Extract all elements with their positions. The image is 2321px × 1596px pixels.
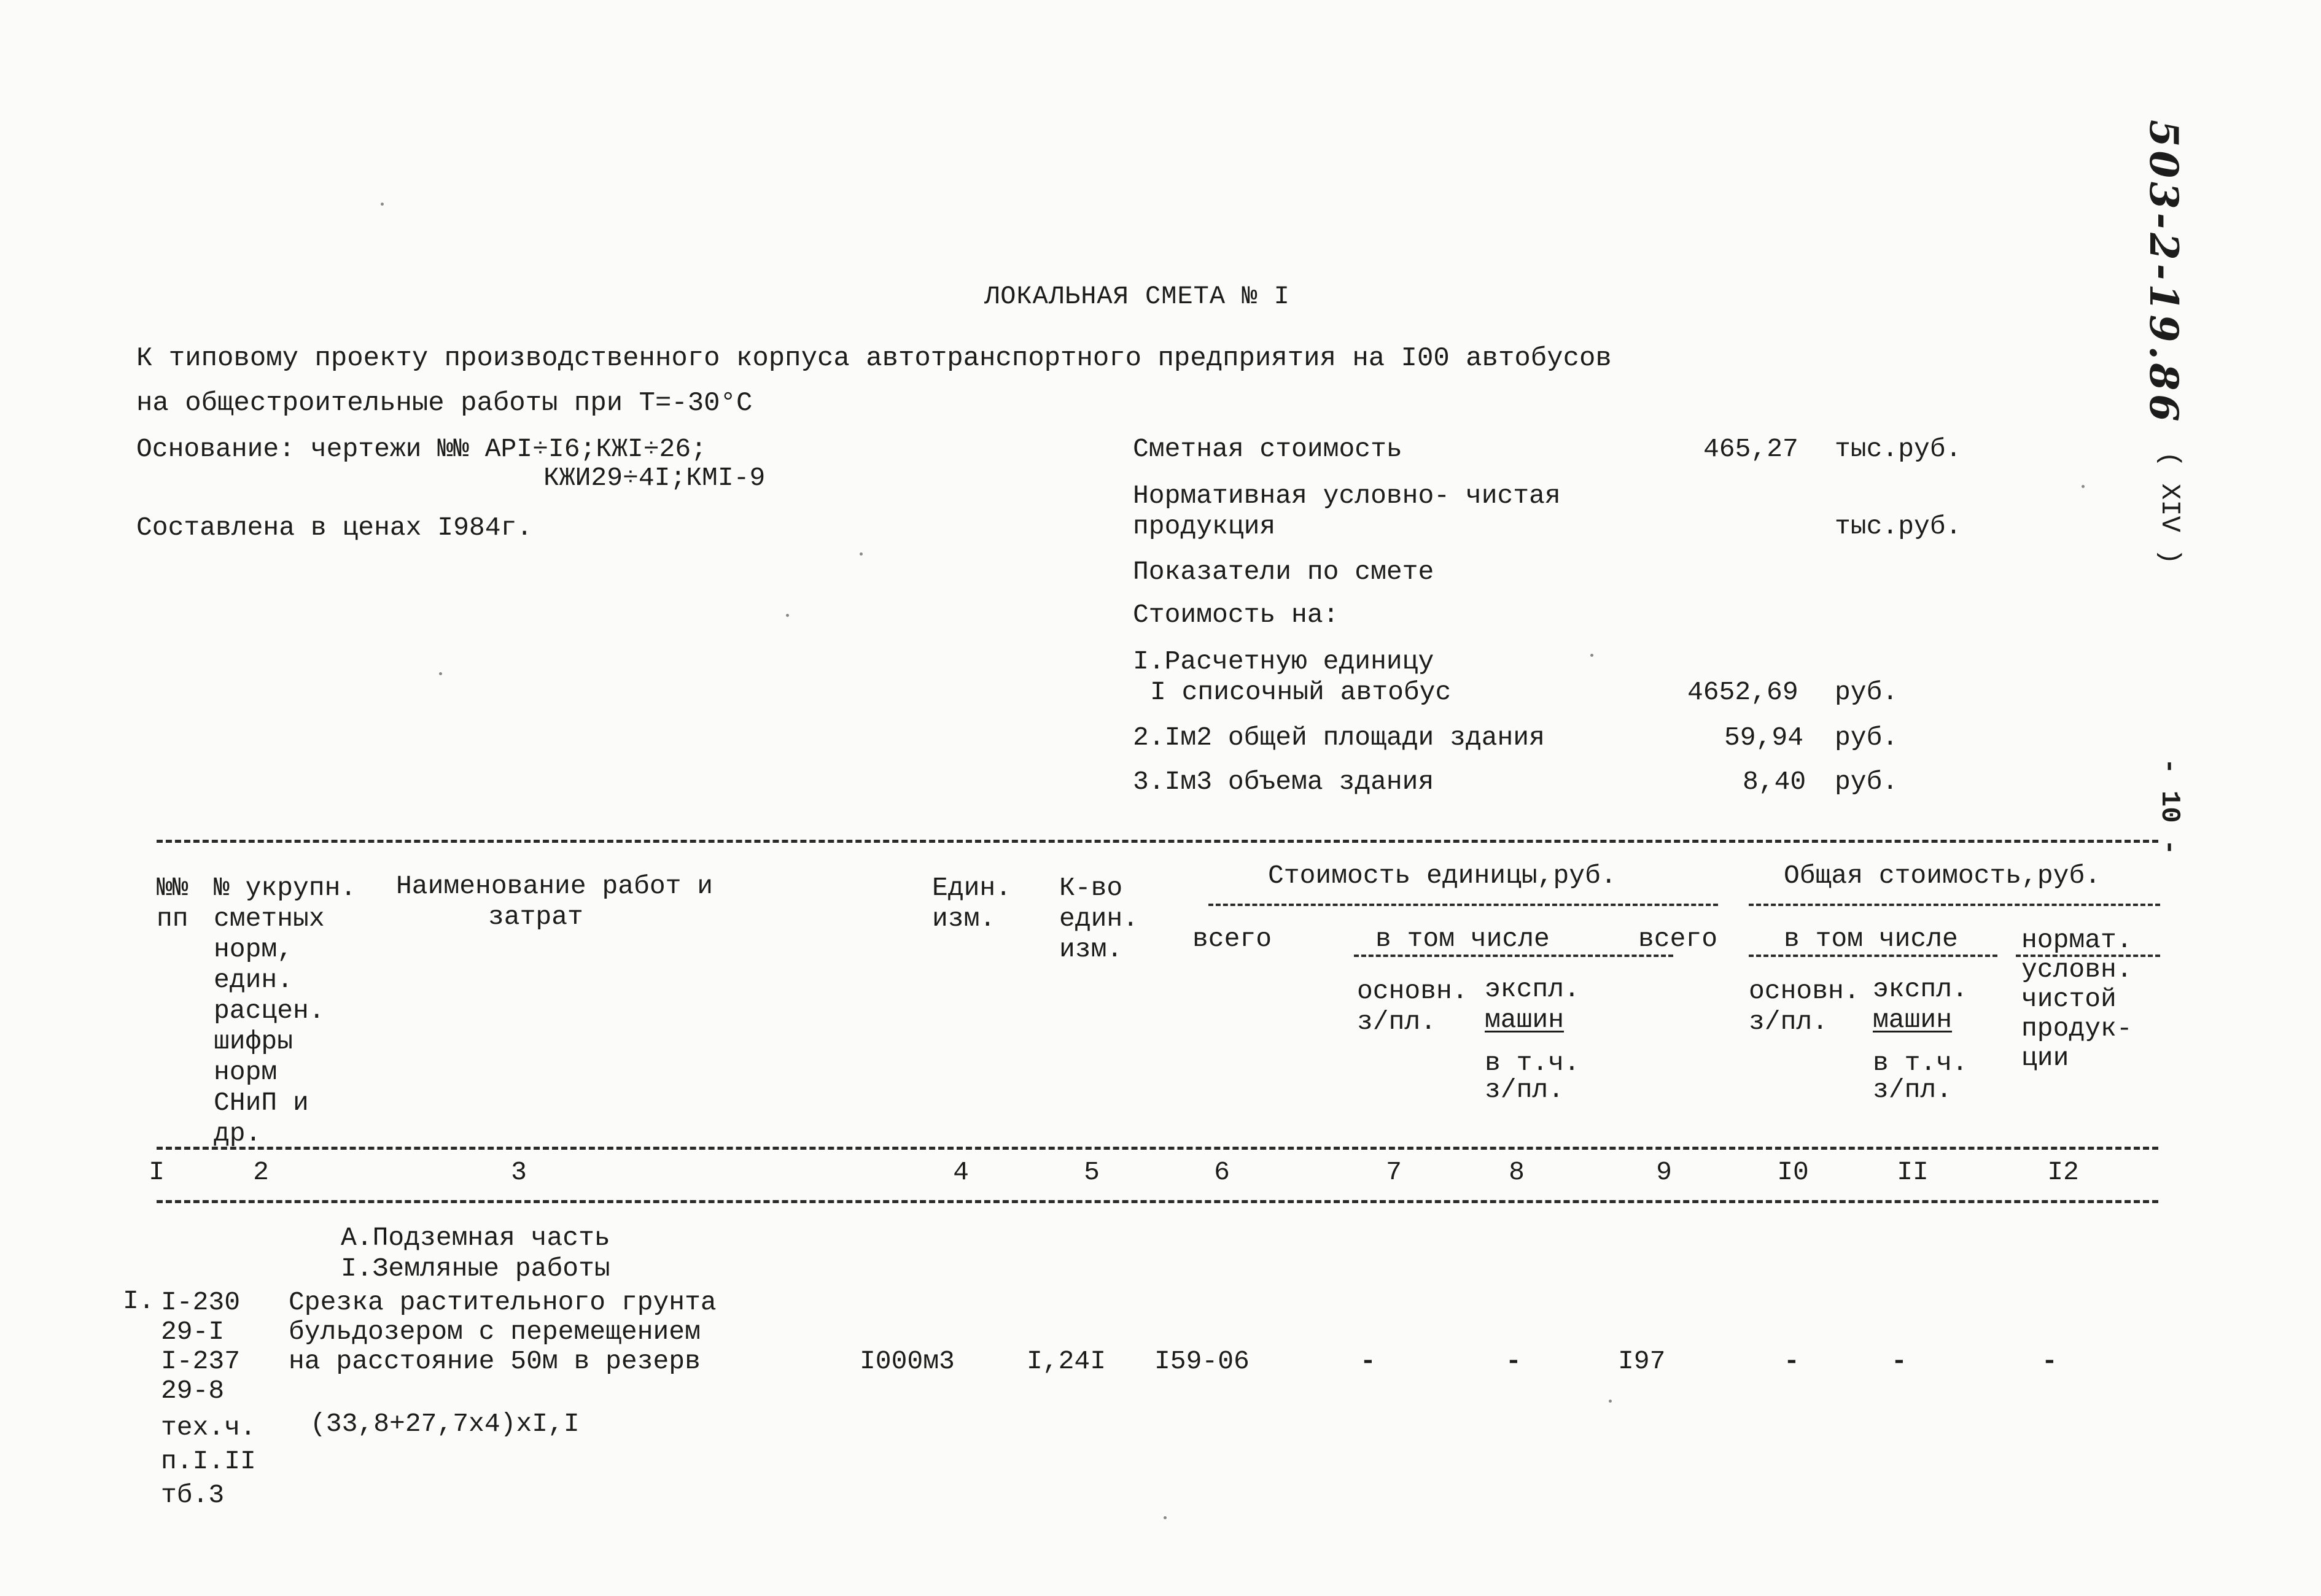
- scan-speck: [860, 552, 863, 556]
- item3-label: 3.Iм3 объема здания: [1133, 767, 1434, 797]
- header-col9: всего: [1638, 924, 1718, 954]
- scan-speck: [1590, 654, 1593, 657]
- row-unit-total: I59-06: [1154, 1346, 1250, 1376]
- total-cost-rule: [1749, 904, 2160, 906]
- estimated-cost-unit: тыс.руб.: [1835, 434, 1962, 464]
- scan-speck: [439, 672, 442, 675]
- colnum-bottom-rule: [157, 1200, 2158, 1203]
- row-name: Срезка растительного грунта бульдозером с перемещением на расстояние 50м в резерв: [289, 1287, 717, 1376]
- scan-speck: [1164, 1516, 1167, 1519]
- estimated-cost-label: Сметная стоимость: [1133, 434, 1402, 464]
- header-col7: основн. з/пл.: [1357, 976, 1468, 1037]
- row-unit: I000м3: [860, 1346, 955, 1376]
- including-rule-1: [1354, 955, 1673, 957]
- header-col8-2: машин: [1485, 1005, 1565, 1035]
- indicators-label: Показатели по смете: [1133, 557, 1434, 587]
- row-unit-wage: -: [1360, 1346, 1376, 1376]
- header-col3-1: Наименование работ и: [396, 871, 713, 901]
- estimated-cost-value: 465,27: [1703, 434, 1798, 464]
- document-title: ЛОКАЛЬНАЯ СМЕТА № I: [984, 282, 1290, 311]
- row-unit-mach: -: [1506, 1346, 1522, 1376]
- including-rule-2: [1749, 955, 1997, 957]
- header-including-1: в том числе: [1375, 924, 1550, 954]
- page-number: - 10 -: [2154, 758, 2185, 856]
- header-col5: К-во един. изм.: [1059, 873, 1139, 964]
- col-number: II: [1897, 1157, 1929, 1187]
- item2-label: 2.Iм2 общей площади здания: [1133, 722, 1545, 753]
- scan-speck: [381, 203, 384, 206]
- col-number: 2: [253, 1157, 269, 1187]
- project-line-2: на общестроительные работы при Т=-30°С: [136, 388, 753, 419]
- header-bottom-rule: [157, 1147, 2158, 1150]
- col-number: 6: [1214, 1157, 1230, 1187]
- row-total-mach: -: [1891, 1346, 1907, 1376]
- subsection-title: I.Земляные работы: [341, 1253, 610, 1284]
- row-net-product: -: [2042, 1346, 2058, 1376]
- scan-speck: [1609, 1400, 1612, 1403]
- header-col3-2: затрат: [488, 902, 583, 932]
- net-product-unit: тыс.руб.: [1835, 511, 1962, 541]
- item1-label-1: I.Расчетную единицу: [1133, 646, 1434, 676]
- basis-line-2: КЖИ29÷4I;КМI-9: [543, 463, 766, 493]
- header-col1: №№ пп: [157, 873, 189, 934]
- header-col11-3: в т.ч. з/пл.: [1873, 1048, 1968, 1105]
- row-codes: I-230 29-I I-237 29-8: [161, 1287, 241, 1406]
- handwritten-doc-code: 503-2-19.86: [2140, 120, 2187, 425]
- col-number: I2: [2047, 1157, 2079, 1187]
- net-product-label-2: продукция: [1133, 511, 1276, 541]
- col-number: I: [149, 1157, 165, 1187]
- item1-label-2: I списочный автобус: [1150, 677, 1452, 707]
- col-number: 5: [1084, 1157, 1100, 1187]
- item1-value: 4652,69: [1687, 677, 1798, 707]
- row-qty: I,24I: [1027, 1346, 1106, 1376]
- row-formula: (33,8+27,7x4)xI,I: [310, 1409, 580, 1439]
- project-line-1: К типовому проекту производственного корпуса автотранспортного предприятия на I00 автобусов: [136, 343, 1612, 374]
- header-col2: № укрупн. сметных норм, един. расцен. шифры норм СНиП и др.: [214, 873, 357, 1149]
- header-col11-2: машин: [1873, 1005, 1953, 1035]
- table-top-rule: [157, 840, 2158, 843]
- prices-year: Составлена в ценах I984г.: [136, 513, 533, 543]
- row-codes-extra: тех.ч. п.I.II тб.3: [161, 1412, 256, 1510]
- roman-code: ( XIV ): [2154, 451, 2185, 565]
- col-number: 4: [953, 1157, 969, 1187]
- scan-speck: [786, 614, 789, 617]
- header-col10: основн. з/пл.: [1749, 976, 1860, 1037]
- col-number: 8: [1509, 1157, 1525, 1187]
- header-col4: Един. изм.: [932, 873, 1012, 934]
- row-total-wage: -: [1784, 1346, 1800, 1376]
- section-title: А.Подземная часть: [341, 1223, 610, 1253]
- item2-value: 59,94: [1724, 722, 1804, 753]
- item3-value: 8,40: [1743, 767, 1806, 797]
- col-number: 7: [1386, 1157, 1402, 1187]
- header-col6: всего: [1192, 924, 1272, 954]
- scan-speck: [2082, 485, 2085, 488]
- col-number: 3: [511, 1157, 527, 1187]
- header-total-cost: Общая стоимость,руб.: [1784, 861, 2101, 891]
- header-col8-1: экспл.: [1485, 974, 1580, 1004]
- cost-per-label: Стоимость на:: [1133, 600, 1339, 630]
- col-number: I0: [1777, 1157, 1809, 1187]
- header-unit-cost: Стоимость единицы,руб.: [1268, 861, 1617, 891]
- item2-unit: руб.: [1835, 722, 1899, 753]
- col-number: 9: [1656, 1157, 1672, 1187]
- header-including-2: в том числе: [1784, 924, 1958, 954]
- net-product-label-1: Нормативная условно- чистая: [1133, 481, 1561, 511]
- unit-cost-rule: [1208, 904, 1718, 906]
- row-number: I.: [123, 1286, 155, 1316]
- item3-unit: руб.: [1835, 767, 1899, 797]
- header-col8-3: в т.ч. з/пл.: [1485, 1048, 1580, 1105]
- header-col11-1: экспл.: [1873, 974, 1968, 1004]
- row-total: I97: [1618, 1346, 1666, 1376]
- item1-unit: руб.: [1835, 677, 1899, 707]
- header-col12: нормат. условн. чистой продук- ции: [2021, 925, 2132, 1073]
- basis-label: Основание: чертежи №№ АРI÷I6;КЖI÷26;: [136, 434, 707, 464]
